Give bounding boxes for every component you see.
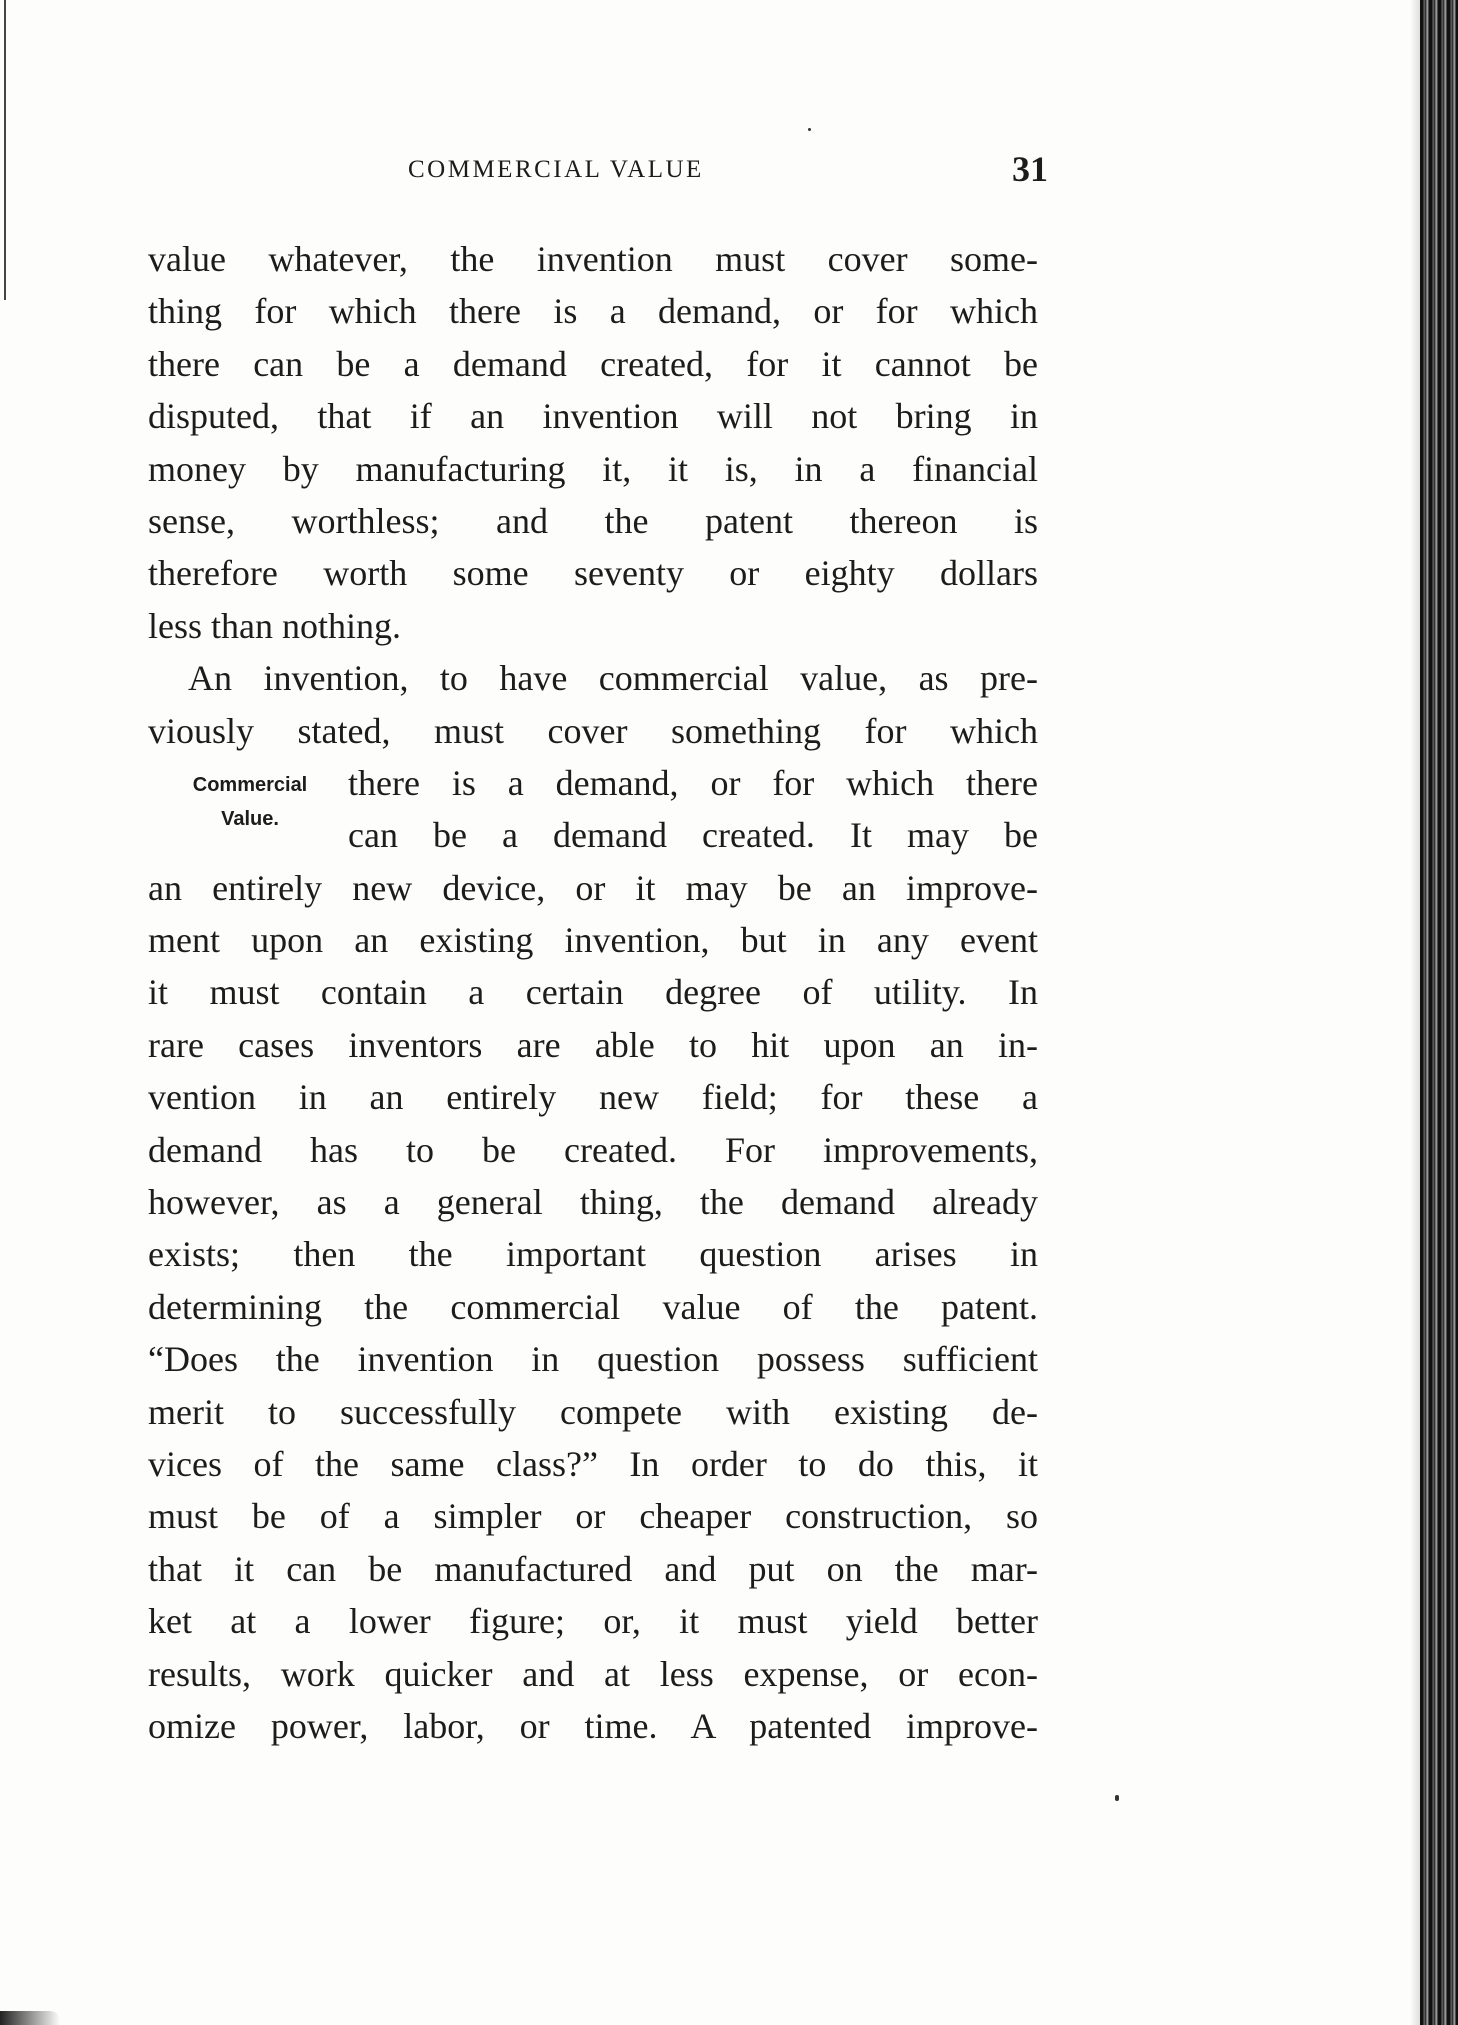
running-head: [148, 148, 1048, 198]
text-line: must be of a simpler or cheaper construction, so: [148, 1496, 1038, 1537]
text-line: can be a demand created. It may be: [348, 815, 1038, 856]
text-line: that it can be manufactured and put on the mar-: [148, 1548, 1038, 1589]
text-line: thing for which there is a demand, or for which: [148, 291, 1038, 332]
text-line: there is a demand, or for which there: [348, 762, 1038, 803]
text-line: it must contain a certain degree of utility. In: [148, 972, 1038, 1013]
text-line: disputed, that if an invention will not bring in: [148, 396, 1038, 437]
ink-speck: [808, 128, 811, 131]
body-text: [148, 233, 1038, 1752]
running-head-title: COMMERCIAL VALUE: [408, 156, 704, 183]
book-binding-edge: [1420, 0, 1458, 2025]
text-line: merit to successfully compete with existing de-: [148, 1391, 1038, 1432]
text-line: less than nothing.: [148, 605, 401, 646]
text-line: there can be a demand created, for it cannot be: [148, 343, 1038, 384]
margin-note-line-2: Value.: [221, 808, 279, 830]
text-line: viously stated, must cover something for which: [148, 710, 1038, 751]
text-line: sense, worthless; and the patent thereon is: [148, 500, 1038, 541]
page-number: 31: [1012, 149, 1048, 189]
text-line: determining the commercial value of the patent.: [148, 1286, 1038, 1327]
page-edge-left: [4, 0, 6, 300]
text-line: ment upon an existing invention, but in any event: [148, 920, 1038, 961]
text-line: money by manufacturing it, it is, in a financial: [148, 448, 1038, 489]
text-line: “Does the invention in question possess sufficient: [148, 1339, 1038, 1380]
text-line: demand has to be created. For improvements,: [148, 1129, 1038, 1170]
binding-shadow: [1410, 0, 1420, 2025]
text-line: however, as a general thing, the demand already: [148, 1182, 1038, 1223]
paragraph-first-line: An invention, to have commercial value, as pre-: [188, 658, 1038, 699]
text-line: results, work quicker and at less expense, or econ-: [148, 1653, 1038, 1694]
ink-speck: [1115, 1795, 1119, 1801]
text-line: vices of the same class?” In order to do this, it: [148, 1443, 1038, 1484]
text-line: exists; then the important question arises in: [148, 1234, 1038, 1275]
text-line: an entirely new device, or it may be an improve-: [148, 867, 1038, 908]
text-line: therefore worth some seventy or eighty dollars: [148, 553, 1038, 594]
text-line: vention in an entirely new field; for these a: [148, 1077, 1038, 1118]
corner-smudge: [0, 2011, 60, 2025]
text-line: omize power, labor, or time. A patented improve-: [148, 1705, 1038, 1746]
text-line: value whatever, the invention must cover some-: [148, 239, 1038, 279]
text-line: rare cases inventors are able to hit upon an in-: [148, 1024, 1038, 1065]
text-line: ket at a lower figure; or, it must yield better: [148, 1601, 1038, 1642]
margin-note-line-1: Commercial: [192, 774, 308, 796]
